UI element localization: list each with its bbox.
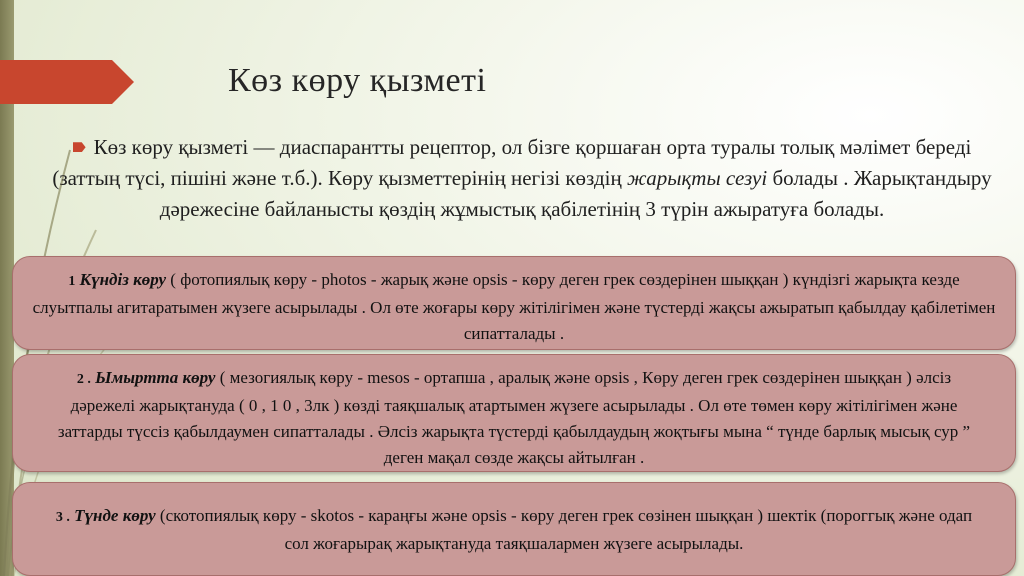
intro-text-part2: болады . Жарықтандыру дәрежесіне байланысты қөздің жұмыстық қабілетінің 3 түрін ажыратуға болады. <box>159 166 992 221</box>
card-heading: Ымыртта көру <box>95 368 216 387</box>
title-arrow-accent <box>0 60 134 104</box>
card-text: (скотопиялық көру - skotos - караңғы және opsis - көру деген грек сөзінен шыққан ) шектік (пороггық және одап сол жоғарырақ жарықтануда таяқшалармен жүзеге асырылады. <box>155 506 973 553</box>
arrow-bullet-icon <box>73 142 86 152</box>
slide-title: Көз көру қызметі <box>228 62 487 99</box>
intro-paragraph <box>52 132 992 225</box>
card-day-vision <box>12 256 1016 350</box>
card-text: ( мезогиялық көру - mesos - ортапша , аралық және opsis , Көру деген грек сөздерінен шыққан ) әлсіз дәрежелі жарықтануда ( 0 , 1 0 , 3лк ) көзді таяқшалық атартымен жүзеге асырылады . Ол өте төмен көру жітілігімен және заттарды түссіз қабылдаумен сипатталады . Әлсіз жарықта түстерді қабылдаудың жоқтығы мына “ түнде барлық мысық сур ” деген мақал сөзде жақсы айтылған . <box>57 368 971 467</box>
intro-text-part1: Көз көру қызметі — диаспарантты рецептор, ол бізге қоршаған орта туралы толық мәлімет береді (заттың түсі, пішіні және т.б.). Көру қызметтерінің негізі көздің <box>52 135 972 190</box>
card-number: 2 . <box>76 372 91 387</box>
card-heading: Күндіз көру <box>79 270 167 289</box>
card-heading: Түнде көру <box>74 506 156 525</box>
intro-italic-term: жарықты сезуі <box>626 166 768 190</box>
card-text: ( фотопиялық көру - photos - жарық және opsis - көру деген грек сөздерінен шыққан ) күндізгі жарықта кезде слуытпалы агитаратымен жүзеге асырылады . Ол өте жоғары көру жітілігімен және түстерді жақсы ажыратып қабылдау қабілетімен сипатталады . <box>32 270 996 343</box>
card-number: 3 . <box>55 510 70 525</box>
card-night-vision <box>12 482 1016 576</box>
card-twilight-vision <box>12 354 1016 472</box>
card-number: 1 <box>68 274 76 289</box>
